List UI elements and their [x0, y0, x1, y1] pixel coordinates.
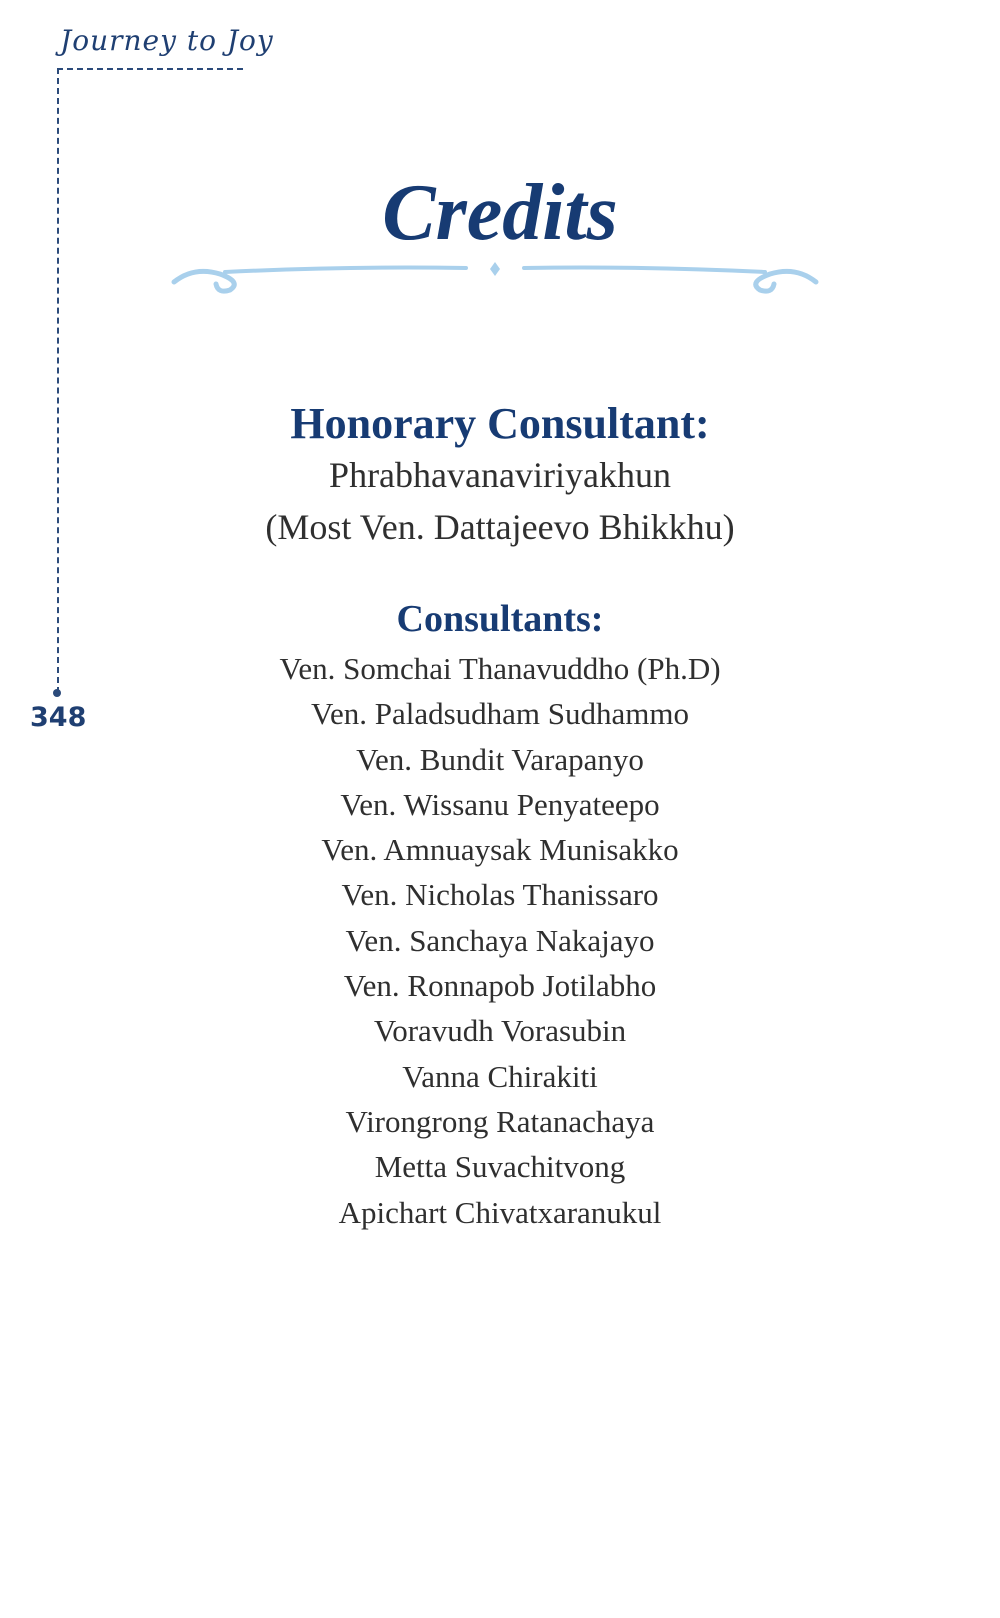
consultant-name: Apichart Chivatxaranukul: [338, 1194, 662, 1230]
consultant-name: Ven. Amnuaysak Munisakko: [321, 832, 679, 868]
honorary-consultant-heading: Honorary Consultant:: [290, 399, 710, 448]
honorary-consultant-name: Phrabhavanaviriyakhun: [329, 455, 671, 495]
consultant-name: Voravudh Vorasubin: [373, 1013, 627, 1049]
ornament-divider-icon: [170, 262, 820, 312]
page-number: 348: [30, 702, 87, 733]
honorary-consultant-alias: (Most Ven. Dattajeevo Bhikkhu): [265, 507, 735, 547]
consultant-name: Ven. Nicholas Thanissaro: [341, 877, 659, 913]
consultant-name: Ven. Ronnapob Jotilabho: [343, 968, 657, 1004]
consultant-name: Metta Suvachitvong: [374, 1149, 626, 1185]
consultant-name: Ven. Paladsudham Sudhammo: [311, 696, 689, 732]
page-title: Credits: [382, 169, 618, 257]
consultant-name: Ven. Bundit Varapanyo: [356, 741, 644, 777]
consultant-name: Ven. Wissanu Penyateepo: [340, 786, 660, 822]
consultant-name: Virongrong Ratanachaya: [345, 1103, 655, 1139]
consultant-name: Ven. Sanchaya Nakajayo: [345, 922, 655, 958]
consultant-list: [0, 646, 1000, 1235]
consultants-heading: Consultants:: [396, 598, 604, 640]
consultant-name: Ven. Somchai Thanavuddho (Ph.D): [279, 651, 721, 686]
running-head-rule: [57, 68, 243, 70]
running-head: Journey to Joy: [60, 24, 274, 57]
consultant-name: Vanna Chirakiti: [402, 1058, 598, 1094]
